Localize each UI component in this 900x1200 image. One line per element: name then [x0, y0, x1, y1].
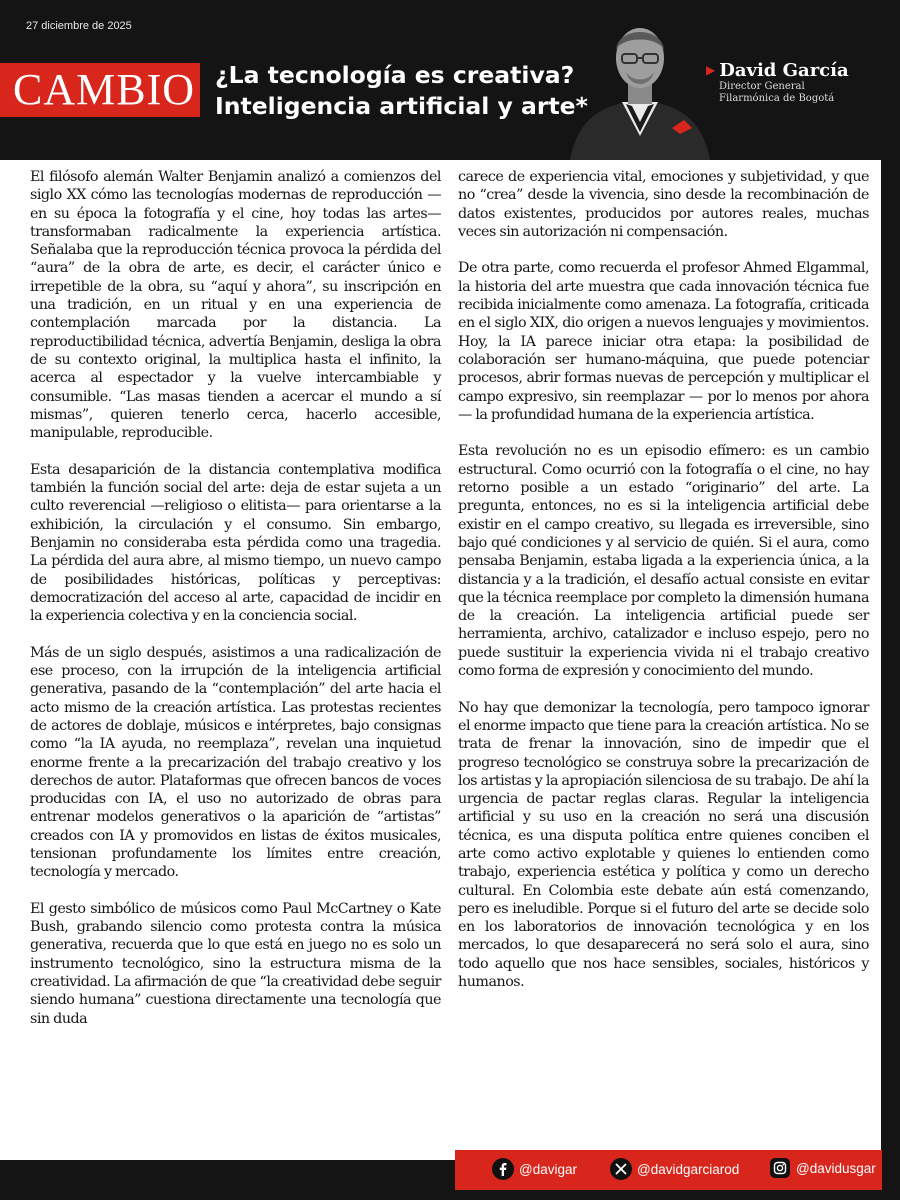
- author-block: [706, 60, 849, 105]
- paragraph: El filósofo alemán Walter Benjamin analizó a comienzos del siglo XX cómo las tecnologías modernas de reproducción —en su época la fotografía y el cine, hoy todas las artes— transformaban radicalmente la experiencia artística. Señalaba que la reproducción técnica provoca la pérdida del “aura” de la obra de arte, es decir, el carácter único e irrepetible de la obra, su “aquí y ahora”, su inscripción en una tradición, en un ritual y en una experiencia de contemplación marcada por la distancia. La reproductibilidad técnica, advertía Benjamin, desliga la obra de su contexto original, la multiplica hasta el infinito, la acerca al espectador y la vuelve intercambiable y consumible. “Las masas tienden a acercar el mundo a sí mismas”, quieren tenerlo cerca, hacerlo accesible, manipulable, reproducible.: [30, 169, 441, 442]
- x-icon: [610, 1158, 632, 1180]
- x-link[interactable]: [610, 1158, 739, 1180]
- article-column-left: [30, 168, 441, 1046]
- article-column-right: [458, 168, 869, 1010]
- author-role: Director General: [719, 81, 805, 92]
- paragraph: carece de experiencia vital, emociones y subjetividad, y que no “crea” desde la vivencia, sino desde la recombinación de datos existentes, producidos por autores reales, muchas veces sin autorización ni compensación.: [458, 169, 869, 240]
- author-organization: Filarmónica de Bogotá: [719, 93, 835, 104]
- paragraph: No hay que demonizar la tecnología, pero tampoco ignorar el enorme impacto que tiene para la creación artística. No se trata de frenar la innovación, sino de impedir que el progreso tecnológico se construya sobre la precarización de los artistas y la apropiación silenciosa de su trabajo. De ahí la urgencia de pactar reglas claras. Regular la inteligencia artificial y su uso en la creación no será una discusión técnica, es una disputa política entre quienes conciben el arte como activo explotable y quienes lo entienden como trabajo, experiencia estética y política y como un derecho cultural. En Colombia este debate aún está comenzando, pero es ineludible. Porque si el futuro del arte se decide solo en los laboratorios de innovación tecnológica y en los mercados, lo que desaparecerá no será solo el aura, sino todo aquello que nos hace sensibles, sociales, históricos y humanos.: [458, 699, 869, 991]
- x-handle: @davidgarciarod: [637, 1161, 740, 1177]
- instagram-link[interactable]: [770, 1158, 876, 1178]
- author-name: [706, 60, 849, 81]
- paragraph: Esta desaparición de la distancia contemplativa modifica también la función social del arte: deja de estar sujeta a un culto reverencial —religioso o elitista— para orientarse a la exhibición, la circulación y el consumo. Sin embargo, Benjamin no consideraba esta pérdida como una tragedia. La pérdida del aura abre, al mismo tiempo, un nuevo campo de posibilidades históricas, políticas y perceptivas: democratización del acceso al arte, capacidad de incidir en la experiencia colectiva y en la conciencia social.: [30, 461, 441, 625]
- facebook-handle: @davigar: [519, 1161, 577, 1177]
- instagram-icon: [770, 1158, 790, 1178]
- title-line-1: ¿La tecnología es creativa?: [215, 61, 575, 89]
- paragraph: De otra parte, como recuerda el profesor Ahmed Elgammal, la historia del arte muestra que cada innovación técnica fue recibida inicialmente como amenaza. La fotografía, criticada en el siglo XIX, dio origen a nuevos lenguajes y movimientos. Hoy, la IA parece iniciar otra etapa: la posibilidad de colaboración ser humano-máquina, que puede potenciar procesos, abrir formas nuevas de percepción y multiplicar el campo expresivo, sin reemplazar — por lo menos por ahora— la profundidad humana de la experiencia artística.: [458, 260, 869, 423]
- facebook-link[interactable]: [492, 1158, 577, 1180]
- article-title: [215, 60, 595, 122]
- paragraph: El gesto simbólico de músicos como Paul McCartney o Kate Bush, grabando silencio como protesta contra la música generativa, recuerda que lo que está en juego no es solo un instrumento tecnológico, sino la estructura misma de la creatividad. La afirmación de que “la creatividad debe seguir siendo humana” cuestiona directamente una tecnología que sin duda: [30, 900, 441, 1027]
- author-name-text: David García: [719, 60, 849, 81]
- facebook-icon: [492, 1158, 514, 1180]
- title-line-2: Inteligencia artificial y arte*: [215, 92, 588, 120]
- author-portrait: [560, 10, 720, 160]
- paragraph: Esta revolución no es un episodio efímero: es un cambio estructural. Como ocurrió con la fotografía o el cine, no hay retorno posible a un estado “originario” del arte. La pregunta, entonces, no es si la inteligencia artificial debe existir en el campo creativo, su llegada es irreversible, sino bajo qué condiciones y al servicio de quién. Si el aura, como pensaba Benjamin, estaba ligada a la experiencia única, a la distancia y a la tradición, el desafío actual consiste en evitar que la técnica reemplace por completo la dimensión humana de la creación. La inteligencia artificial puede ser herramienta, archivo, catalizador e incluso espejo, pero no puede sustituir la experiencia vivida ni el trabajo creativo como forma de expresión y conocimiento del mundo.: [458, 443, 869, 680]
- cambio-logo: CAMBIO: [13, 65, 196, 114]
- triangle-bullet-icon: ▶: [706, 63, 716, 77]
- publication-date: 27 diciembre de 2025: [26, 20, 132, 32]
- instagram-handle: @davidusgar: [796, 1160, 876, 1176]
- paragraph: Más de un siglo después, asistimos a una radicalización de ese proceso, con la irrupción de la inteligencia artificial generativa, pasando de la “contemplación” del arte hacia el acto mismo de la creación artística. Las protestas recientes de actores de doblaje, músicos e intérpretes, bajo consignas como “la IA ayuda, no reemplaza”, revelan una inquietud enorme frente a la precarización del trabajo creativo y los derechos de autor. Plataformas que ofrecen bancos de voces producidas con IA, el uso no autorizado de obras para entrenar modelos generativos o la aparición de “artistas” creados con IA y promovidos en listas de éxitos musicales, tensionan profundamente los límites entre creación, tecnología y mercado.: [30, 644, 441, 881]
